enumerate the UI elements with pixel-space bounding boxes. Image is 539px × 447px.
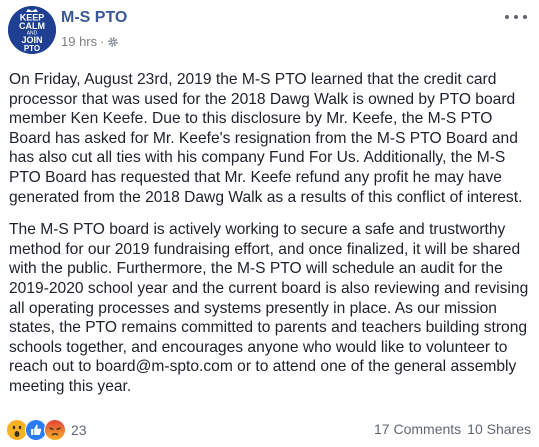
post-header <box>8 6 531 58</box>
comments-count-link[interactable]: 17 Comments <box>374 421 462 437</box>
avatar-line-4: JOIN <box>21 35 43 45</box>
reactions-summary[interactable] <box>6 419 87 441</box>
more-options-icon[interactable] <box>505 12 527 22</box>
page-name-link[interactable]: M-S PTO <box>61 9 128 26</box>
avatar-line-2: CALM <box>19 21 45 31</box>
avatar-line-3: AND <box>26 30 38 37</box>
post-footer <box>6 419 531 441</box>
shares-count-link[interactable]: 10 Shares <box>467 421 531 437</box>
angry-reaction-icon <box>44 419 66 441</box>
reaction-count: 23 <box>71 422 87 438</box>
avatar-line-5: PTO <box>23 44 41 53</box>
keep-calm-logo-icon <box>8 6 56 54</box>
page-avatar[interactable] <box>8 6 56 54</box>
meta-separator: · <box>100 34 105 49</box>
post-paragraph-1: On Friday, August 23rd, 2019 the M-S PTO learned that the credit card processor that was used for the 2018 Dawg Walk is owned by PTO board member Ken Keefe. Due to this disclosure by Mr. Keefe, the M-S PTO Board has asked for Mr. Keefe's resignation from the M-S PTO Board and has also cut all ties with his company Fund For Us. Additionally, the M-S PTO Board has requested that Mr. Keefe refund any profit he may have generated from the 2018 Dawg Walk as a results of this conflict of interest. <box>9 71 523 206</box>
avatar-line-1: KEEP <box>19 12 45 23</box>
post-body <box>9 70 529 410</box>
post-timestamp[interactable]: 19 hrs <box>61 34 98 49</box>
post-meta <box>61 34 119 49</box>
gear-icon[interactable] <box>107 36 119 48</box>
post-paragraph-2: The M-S PTO board is actively working to secure a safe and trustworthy method for our 2019 fundraising effort, and once finalized, it will be shared with the public. Furthermore, the M-S PTO will schedule an audit for the 2019-2020 school year and the current board is also reviewing and revising all operating processes and systems presently in place. As our mission states, the PTO remains committed to parents and teachers building strong schools together, and encourages anyone who would like to volunteer to reach out to board@m-spto.com or to attend one of the general assembly meeting this year. <box>9 221 529 395</box>
engagement-counts <box>374 421 531 437</box>
